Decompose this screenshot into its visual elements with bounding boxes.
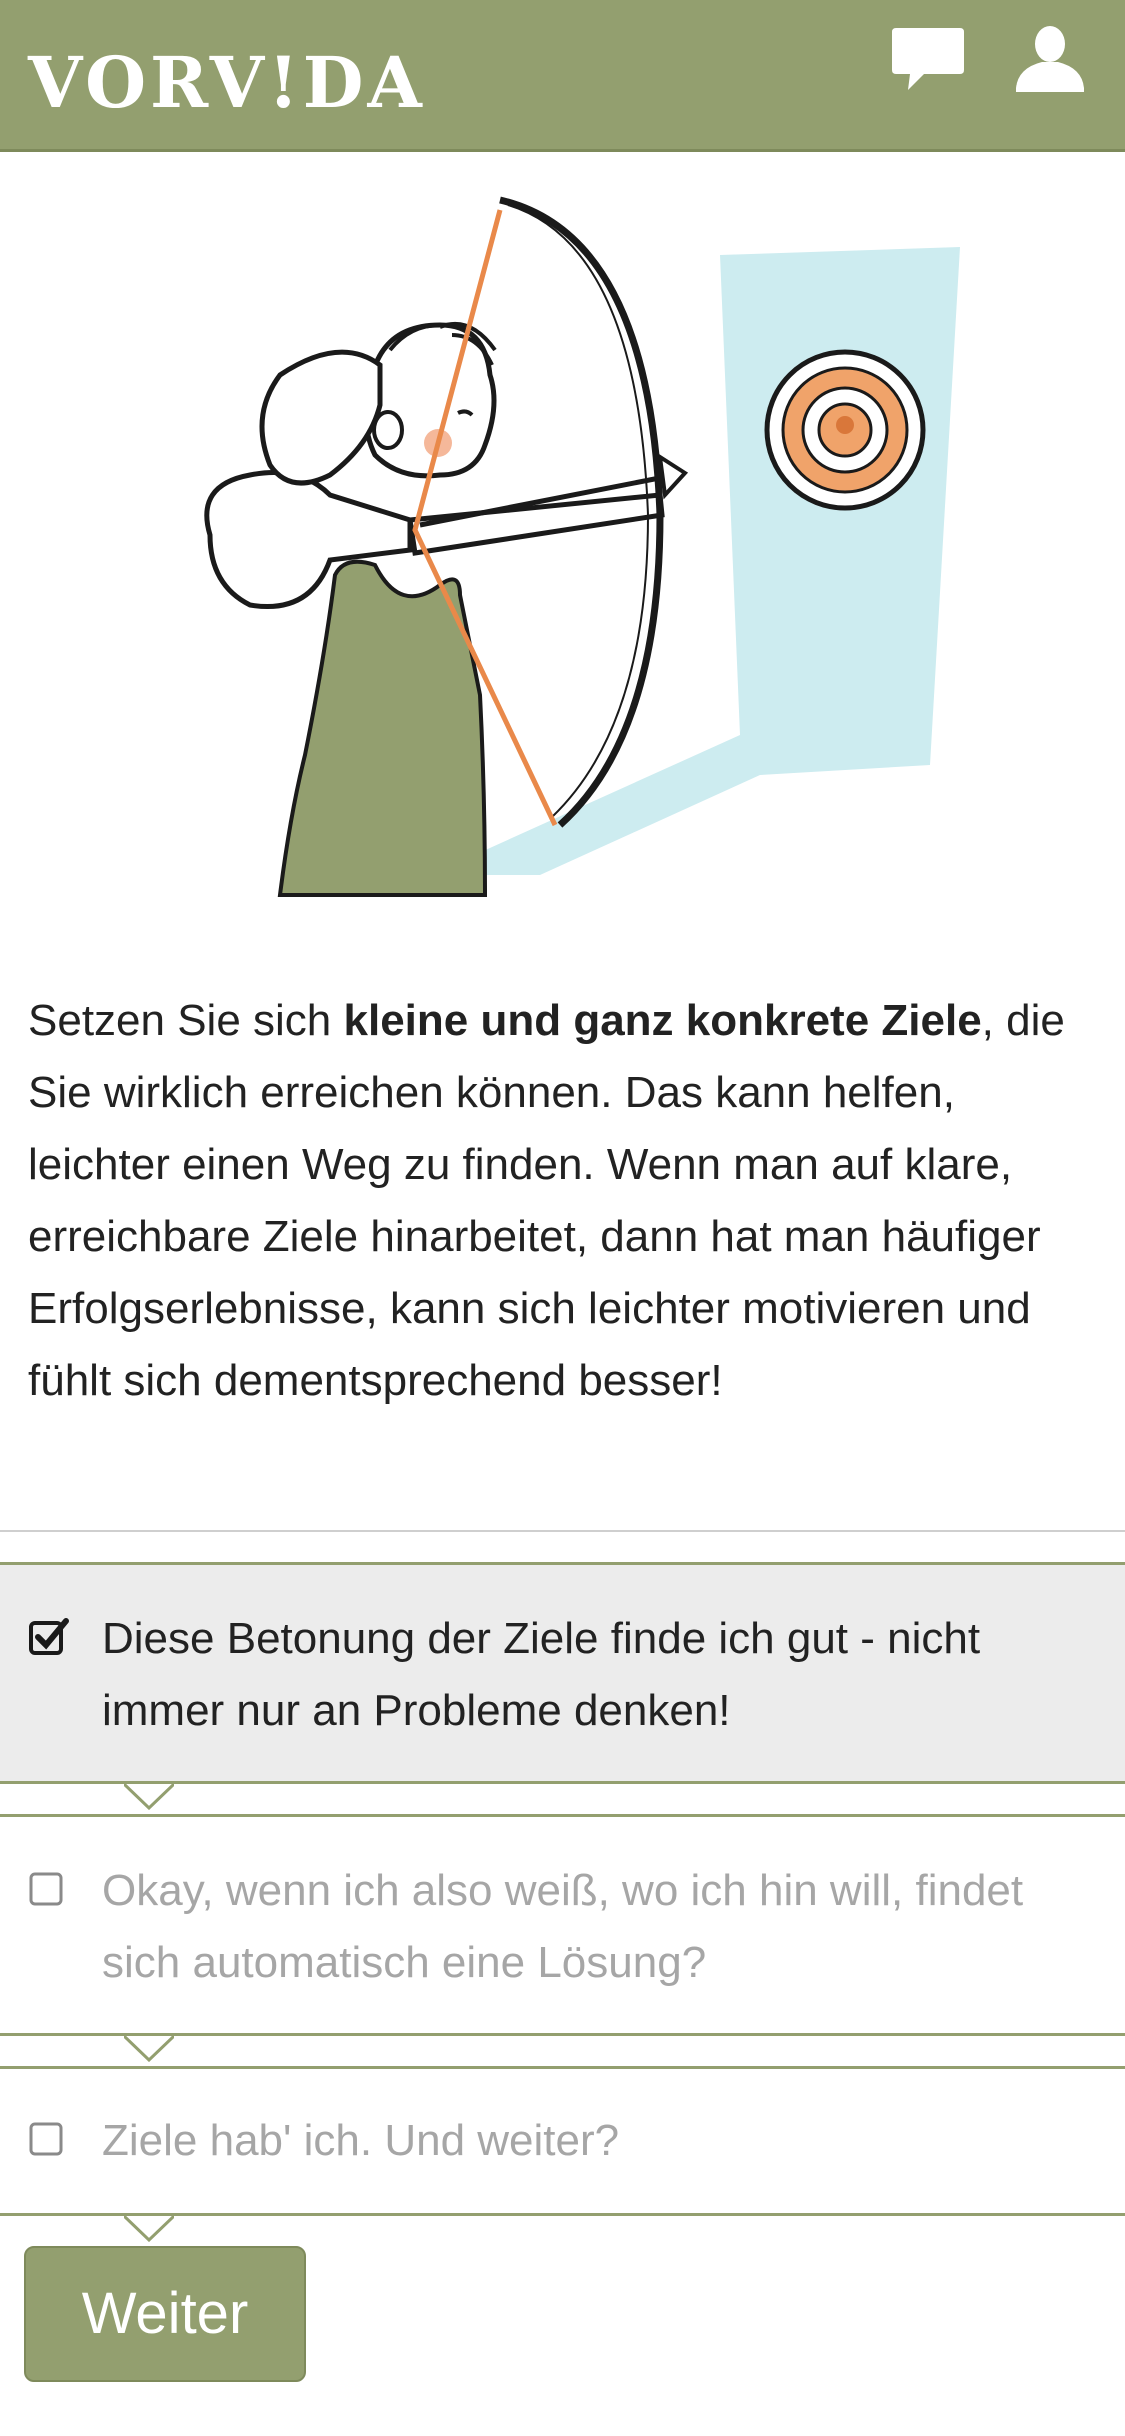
- answer-option-2-label: Okay, wenn ich also weiß, wo ich hin will, findet sich automatisch eine Lösung?: [102, 1866, 1024, 1987]
- weiter-button[interactable]: Weiter: [24, 2246, 306, 2382]
- app-logo[interactable]: VORV!DA: [28, 41, 426, 124]
- chat-bubble-icon[interactable]: [888, 22, 968, 107]
- app-header: [0, 0, 1125, 152]
- target-icon: [767, 352, 923, 508]
- intro-text-bold: kleine und ganz konkrete Ziele: [343, 996, 982, 1045]
- intro-text-part2: , die Sie wirklich erreichen können. Das kann helfen, leichter einen Weg zu finden. Wenn man auf klare, erreichbare Ziele hinarbeitet, dann hat man häufiger Erfolgserlebnisse, kann sich leichter motivieren und fühlt sich dementsprechend besser!: [28, 996, 1065, 1405]
- pointer-notch: [124, 1784, 174, 1810]
- intro-paragraph: [28, 985, 1103, 1417]
- user-icon[interactable]: [1012, 22, 1088, 103]
- archer-illustration: [140, 175, 1000, 935]
- answer-option-3[interactable]: [0, 2066, 1125, 2216]
- pointer-notch: [124, 2216, 174, 2242]
- answer-option-3-label: Ziele hab' ich. Und weiter?: [102, 2116, 620, 2165]
- divider: [0, 1530, 1125, 1532]
- unchecked-checkbox-icon[interactable]: [28, 1871, 64, 1912]
- intro-text-part1: Setzen Sie sich: [28, 996, 344, 1045]
- checked-checkbox-icon[interactable]: [28, 1615, 70, 1662]
- answer-option-1-label: Diese Betonung der Ziele finde ich gut - nicht immer nur an Probleme denken!: [102, 1614, 981, 1735]
- answer-option-1[interactable]: [0, 1562, 1125, 1784]
- pointer-notch: [124, 2036, 174, 2062]
- unchecked-checkbox-icon[interactable]: [28, 2121, 64, 2162]
- answer-option-2[interactable]: [0, 1814, 1125, 2036]
